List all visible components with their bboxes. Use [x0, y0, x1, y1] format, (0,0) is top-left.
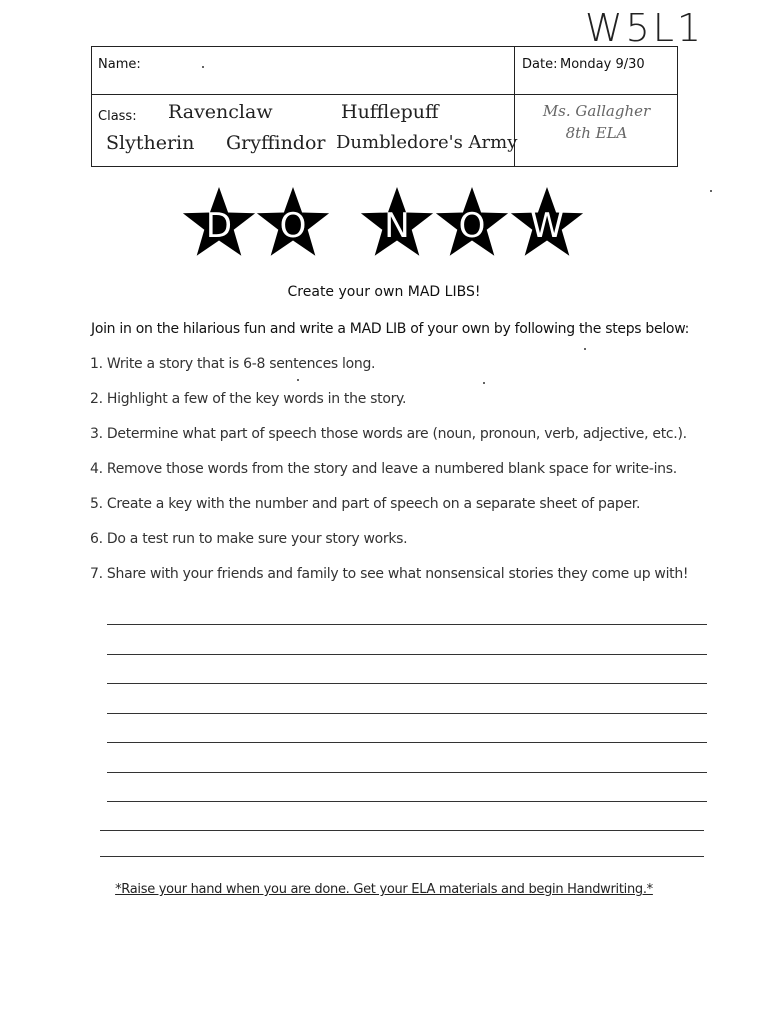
writing-line: [107, 742, 707, 743]
list-item: 4. Remove those words from the story and leave a numbered blank space for write-ins.: [90, 461, 677, 477]
list-item: 2. Highlight a few of the key words in the story.: [90, 391, 407, 407]
writing-line: [100, 856, 704, 857]
steps-list: [90, 356, 688, 601]
stray-dot: [584, 348, 586, 350]
house-slytherin: Slytherin: [106, 132, 195, 154]
writing-line: [107, 683, 707, 684]
writing-line: [107, 713, 707, 714]
writing-line: [107, 772, 707, 773]
worksheet-title: Create your own MAD LIBS!: [287, 284, 481, 300]
writing-line: [107, 801, 707, 802]
intro-text: Join in on the hilarious fun and write a MAD LIB of your own by following the steps below:: [91, 321, 689, 337]
name-label: Name:: [98, 57, 141, 72]
do-now-banner: [0, 184, 768, 264]
worksheet-code: W5L1: [585, 6, 705, 50]
house-gryffindor: Gryffindor: [226, 132, 326, 154]
header-table: [91, 46, 678, 167]
header-divider-horizontal: [92, 94, 677, 95]
stray-dot: [202, 66, 204, 68]
teacher-class: 8th ELA: [565, 124, 628, 142]
writing-line: [107, 624, 707, 625]
list-item: 3. Determine what part of speech those words are (noun, pronoun, verb, adjective, etc.).: [90, 426, 687, 442]
list-item: 6. Do a test run to make sure your story works.: [90, 531, 408, 547]
house-hufflepuff: Hufflepuff: [341, 101, 439, 123]
list-item: 5. Create a key with the number and part of speech on a separate sheet of paper.: [90, 496, 641, 512]
banner-letter: N: [384, 206, 410, 246]
banner-letter: W: [530, 206, 564, 246]
date-label: Date:: [522, 57, 558, 72]
banner-letter: O: [279, 206, 307, 246]
teacher-name: Ms. Gallagher: [542, 102, 651, 120]
list-item: 7. Share with your friends and family to see what nonsensical stories they come up with!: [90, 566, 689, 582]
footer-instruction: *Raise your hand when you are done. Get your ELA materials and begin Handwriting.*: [115, 882, 653, 897]
writing-line: [107, 654, 707, 655]
date-value: Monday 9/30: [560, 57, 645, 72]
list-item: 1. Write a story that is 6-8 sentences long.: [90, 356, 376, 372]
house-ravenclaw: Ravenclaw: [168, 101, 273, 123]
writing-line: [100, 830, 704, 831]
class-label: Class:: [98, 109, 137, 124]
house-dumbledores-army: Dumbledore's Army: [336, 132, 518, 153]
banner-letter: O: [458, 206, 486, 246]
banner-letter: D: [205, 206, 233, 246]
teacher-signature: [514, 100, 679, 144]
